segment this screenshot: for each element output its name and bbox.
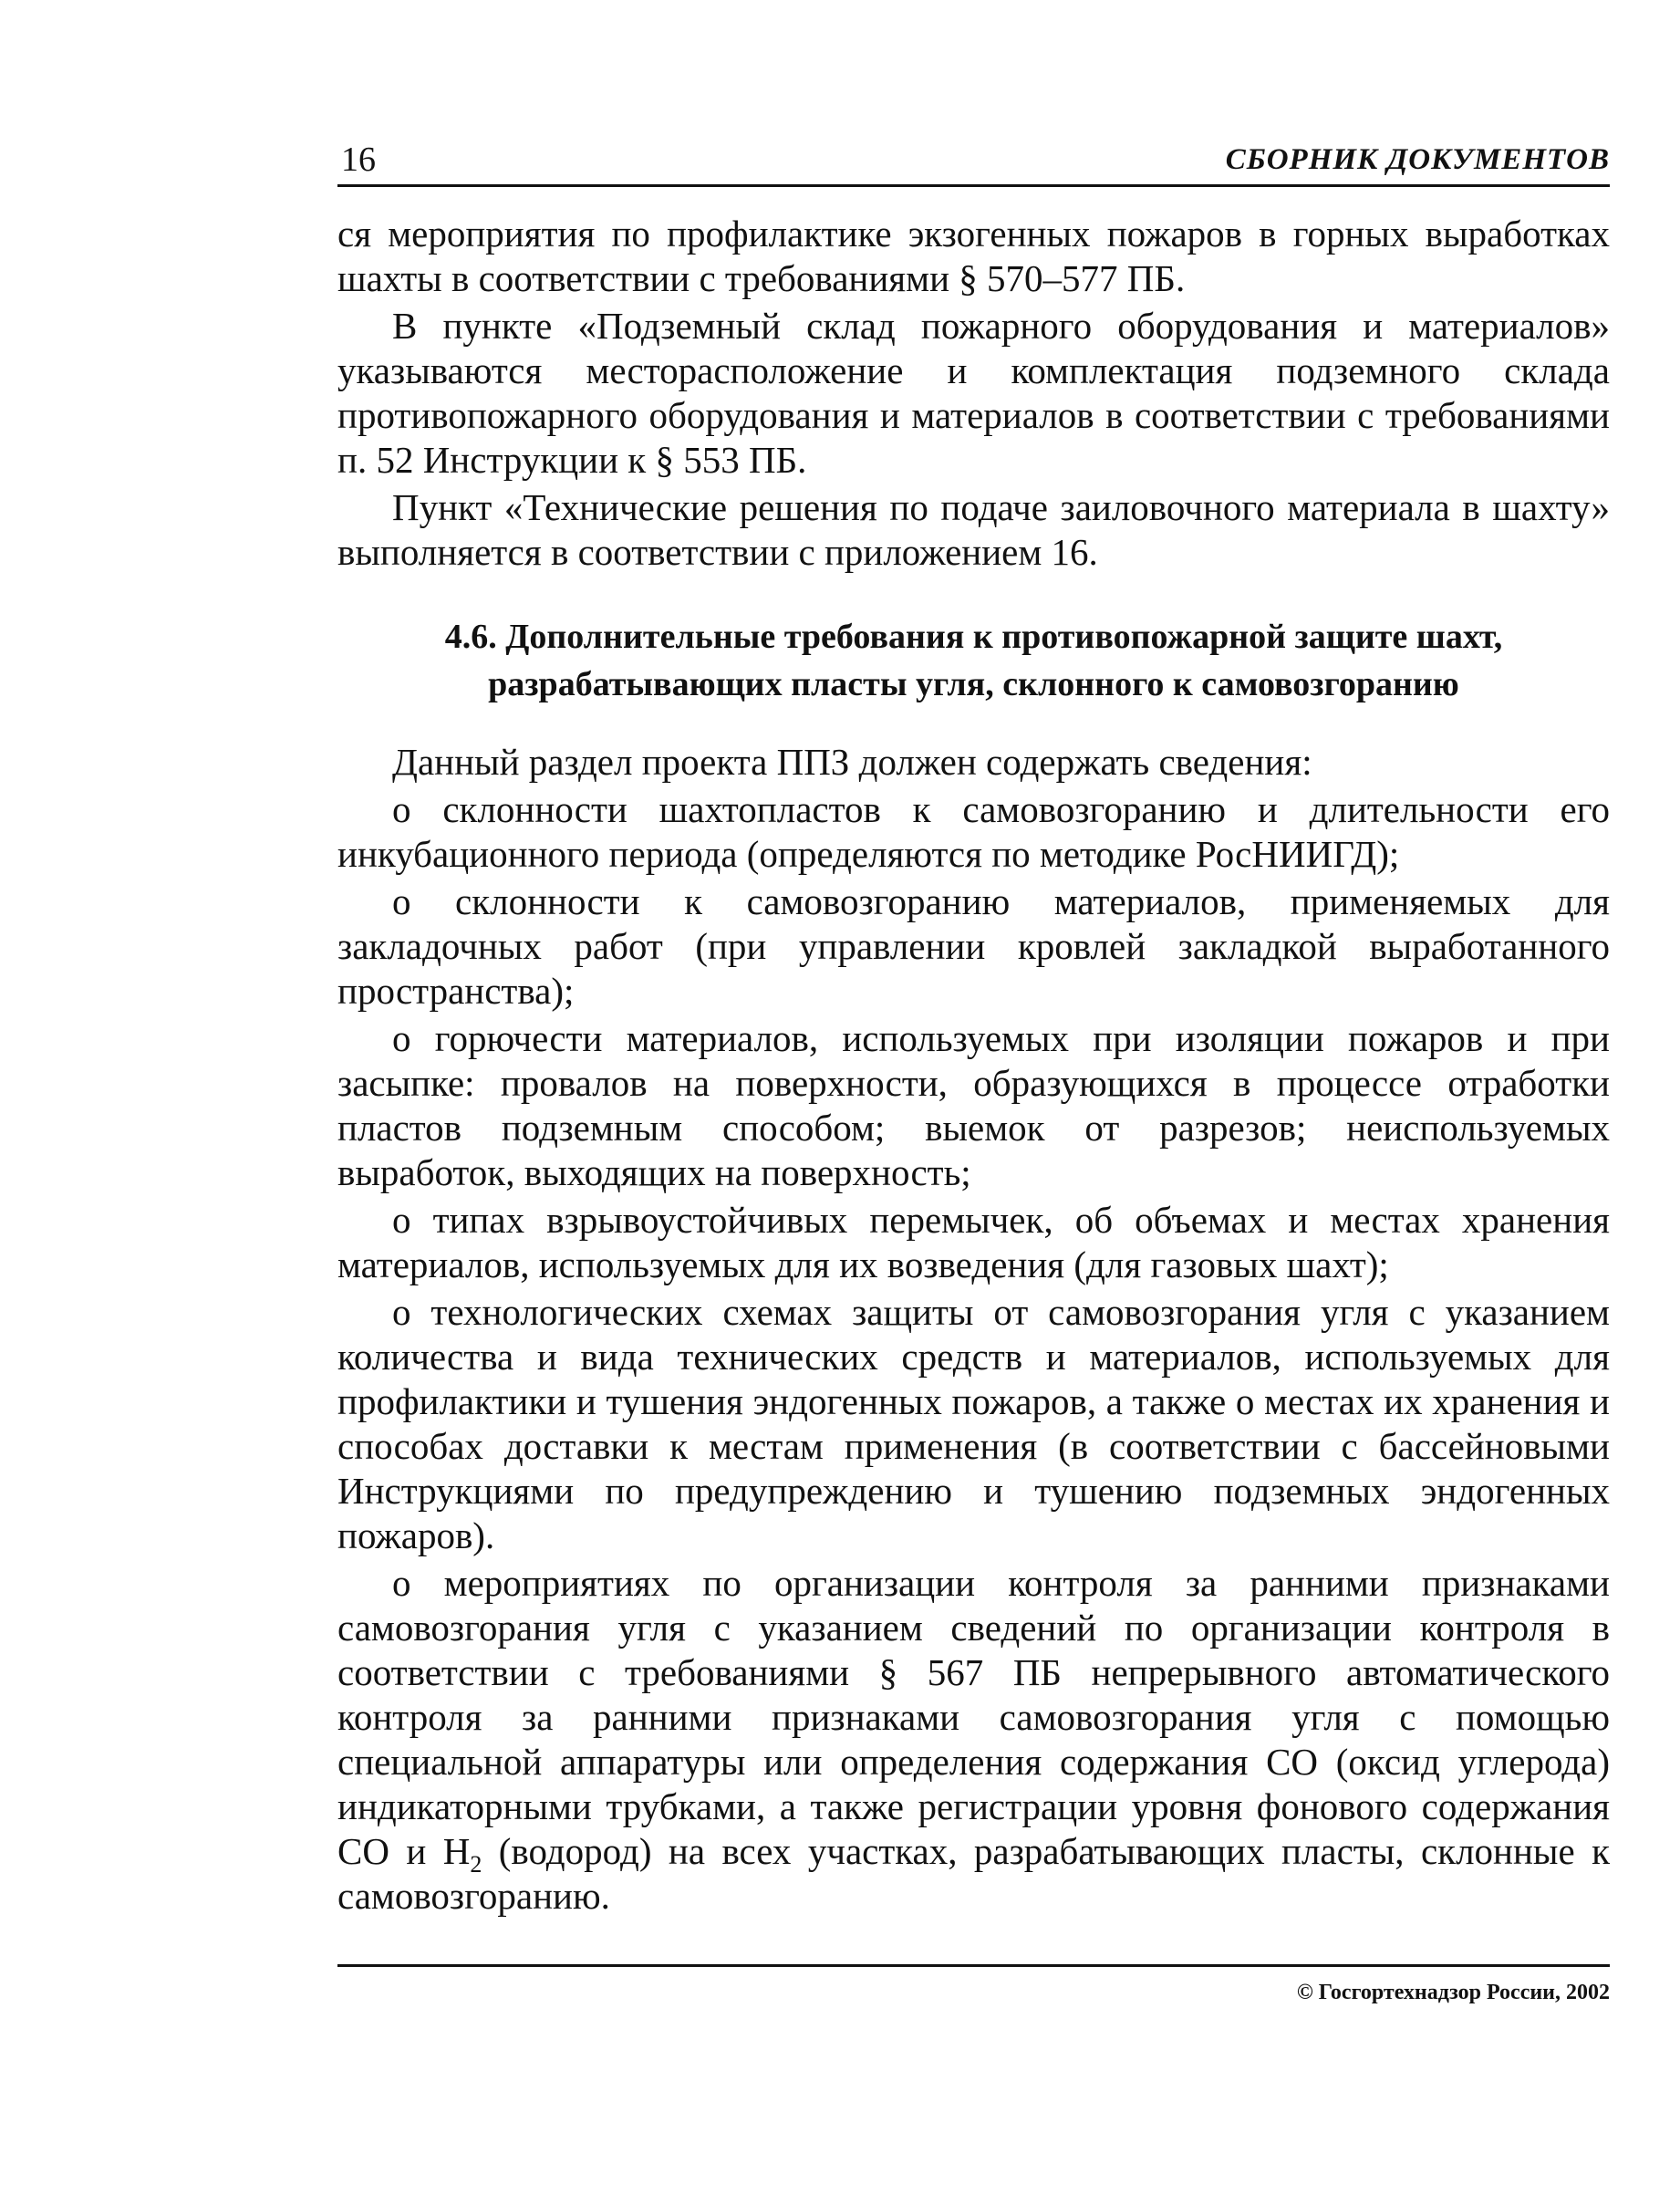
list-item: о склонности к самовозгоранию материалов, применяемых для закладочных работ (при управлении кровлей закладкой выработанного пространства); <box>337 880 1610 1012</box>
list-item-last <box>337 1561 1610 1919</box>
list-item: о типах взрывоустойчивых перемычек, об объемах и местах хранения материалов, используемых для их возведения (для газовых шахт); <box>337 1199 1610 1285</box>
footer-divider <box>337 1964 1610 1967</box>
paragraph: В пункте «Подземный склад пожарного оборудования и материалов» указываются месторасположение и комплектация подземного склада противопожарного оборудования и материалов в соответствии с требованиями п. 52 Инструкции к § 553 ПБ. <box>337 305 1610 481</box>
section-number: 4.6. <box>444 618 497 656</box>
page-body <box>337 212 1610 1921</box>
subscript-2: 2 <box>470 1851 482 1878</box>
list-item: о технологических схемах защиты от самовозгорания угля с указанием количества и вида технических средств и материалов, используемых для профилактики и тушения эндогенных пожаров, а также о местах их хранения и способах доставки к местам применения (в соответствии с бассейновыми Инструкциями по предупреждению и тушению подземных эндогенных пожаров). <box>337 1291 1610 1556</box>
paragraph: Данный раздел проекта ППЗ должен содержать сведения: <box>392 741 1312 783</box>
last-paragraph-text: о мероприятиях по организации контроля за ранними признаками самовозгорания угля с указанием сведений по организации контроля в соответствии с требованиями § 567 ПБ непрерывного автоматического контроля за ранними признаками самовозгорания угля с помощью специальной аппаратуры или определения содержания СО (оксид углерода) индикаторными трубками, а также регистрации уровня фонового содержания СО и Н <box>337 1562 1610 1872</box>
copyright-notice: © Госгортехнадзор России, 2002 <box>1296 1981 1610 2004</box>
list-item: о горючести материалов, используемых при изоляции пожаров и при засыпке: провалов на поверхности, образующихся в процессе отработки пластов подземным способом; выемок от разрезов; неиспользуемых выработок, выходящих на поверхность; <box>337 1017 1610 1193</box>
section-title: Дополнительные требования к противопожарной защите шахт, разрабатывающих пласты угля, склонного к самовозгоранию <box>488 618 1503 703</box>
paragraph: ся мероприятия по профилактике экзогенных пожаров в горных выработках шахты в соответствии с требованиями § 570–577 ПБ. <box>337 213 1610 299</box>
page-number: 16 <box>341 140 376 179</box>
paragraph: Пункт «Технические решения по подаче заиловочного материала в шахту» выполняется в соответствии с приложением 16. <box>337 486 1610 573</box>
list-item: о склонности шахтопластов к самовозгоранию и длительности его инкубационного периода (определяются по методике РосНИИГД); <box>337 788 1610 875</box>
section-heading <box>337 613 1610 708</box>
running-head: СБОРНИК ДОКУМЕНТОВ <box>1225 143 1610 176</box>
page-header <box>337 137 1610 187</box>
last-paragraph-tail: (водород) на всех участках, разрабатывающих пласты, склонные к самовозгоранию. <box>337 1830 1610 1917</box>
